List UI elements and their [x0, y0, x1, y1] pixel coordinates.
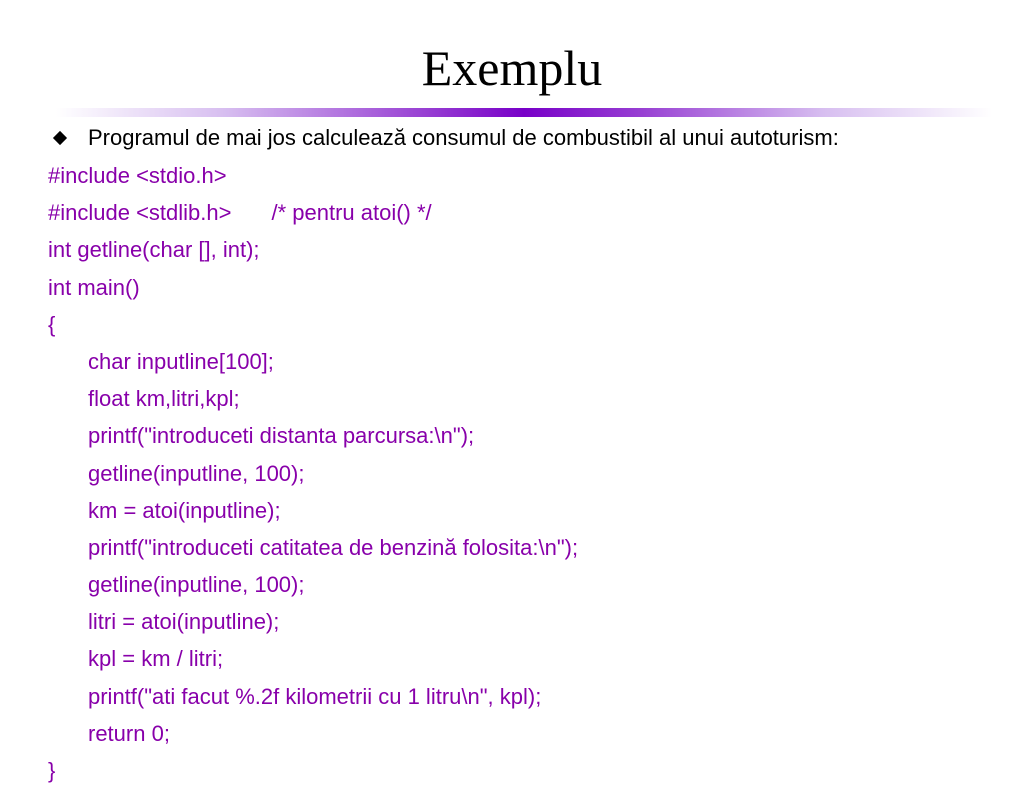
code-line: float km,litri,kpl; — [88, 386, 240, 412]
slide-title: Exemplu — [421, 40, 603, 96]
diamond-bullet-icon — [53, 131, 67, 145]
code-line: getline(inputline, 100); — [88, 572, 305, 598]
code-include: #include <stdlib.h> — [48, 200, 232, 226]
code-line: printf("introduceti catitatea de benzină folosita:\n"); — [88, 534, 579, 560]
bullet-item — [50, 120, 839, 156]
code-line: int main() — [48, 274, 140, 300]
code-listing — [48, 157, 578, 789]
code-line: km = atoi(inputline); — [88, 497, 281, 523]
code-line: char inputline[100]; — [88, 348, 274, 374]
bullet-text: Programul de mai jos calculează consumul de combustibil al unui autoturism: — [88, 125, 839, 150]
code-line: { — [48, 311, 56, 337]
code-comment: /* pentru atoi() */ — [271, 200, 432, 226]
code-line: int getline(char [], int); — [48, 237, 260, 263]
code-line: printf("ati facut %.2f kilometrii cu 1 litru\n", kpl); — [88, 683, 542, 709]
code-line: } — [48, 758, 56, 783]
code-line — [48, 194, 578, 231]
code-line: #include <stdio.h> — [48, 163, 227, 188]
code-line: printf("introduceti distanta parcursa:\n"); — [88, 423, 475, 449]
code-line: kpl = km / litri; — [88, 646, 224, 672]
code-line: return 0; — [88, 720, 170, 746]
code-line: getline(inputline, 100); — [88, 460, 305, 486]
title-divider — [56, 108, 992, 117]
code-line: litri = atoi(inputline); — [88, 609, 280, 635]
